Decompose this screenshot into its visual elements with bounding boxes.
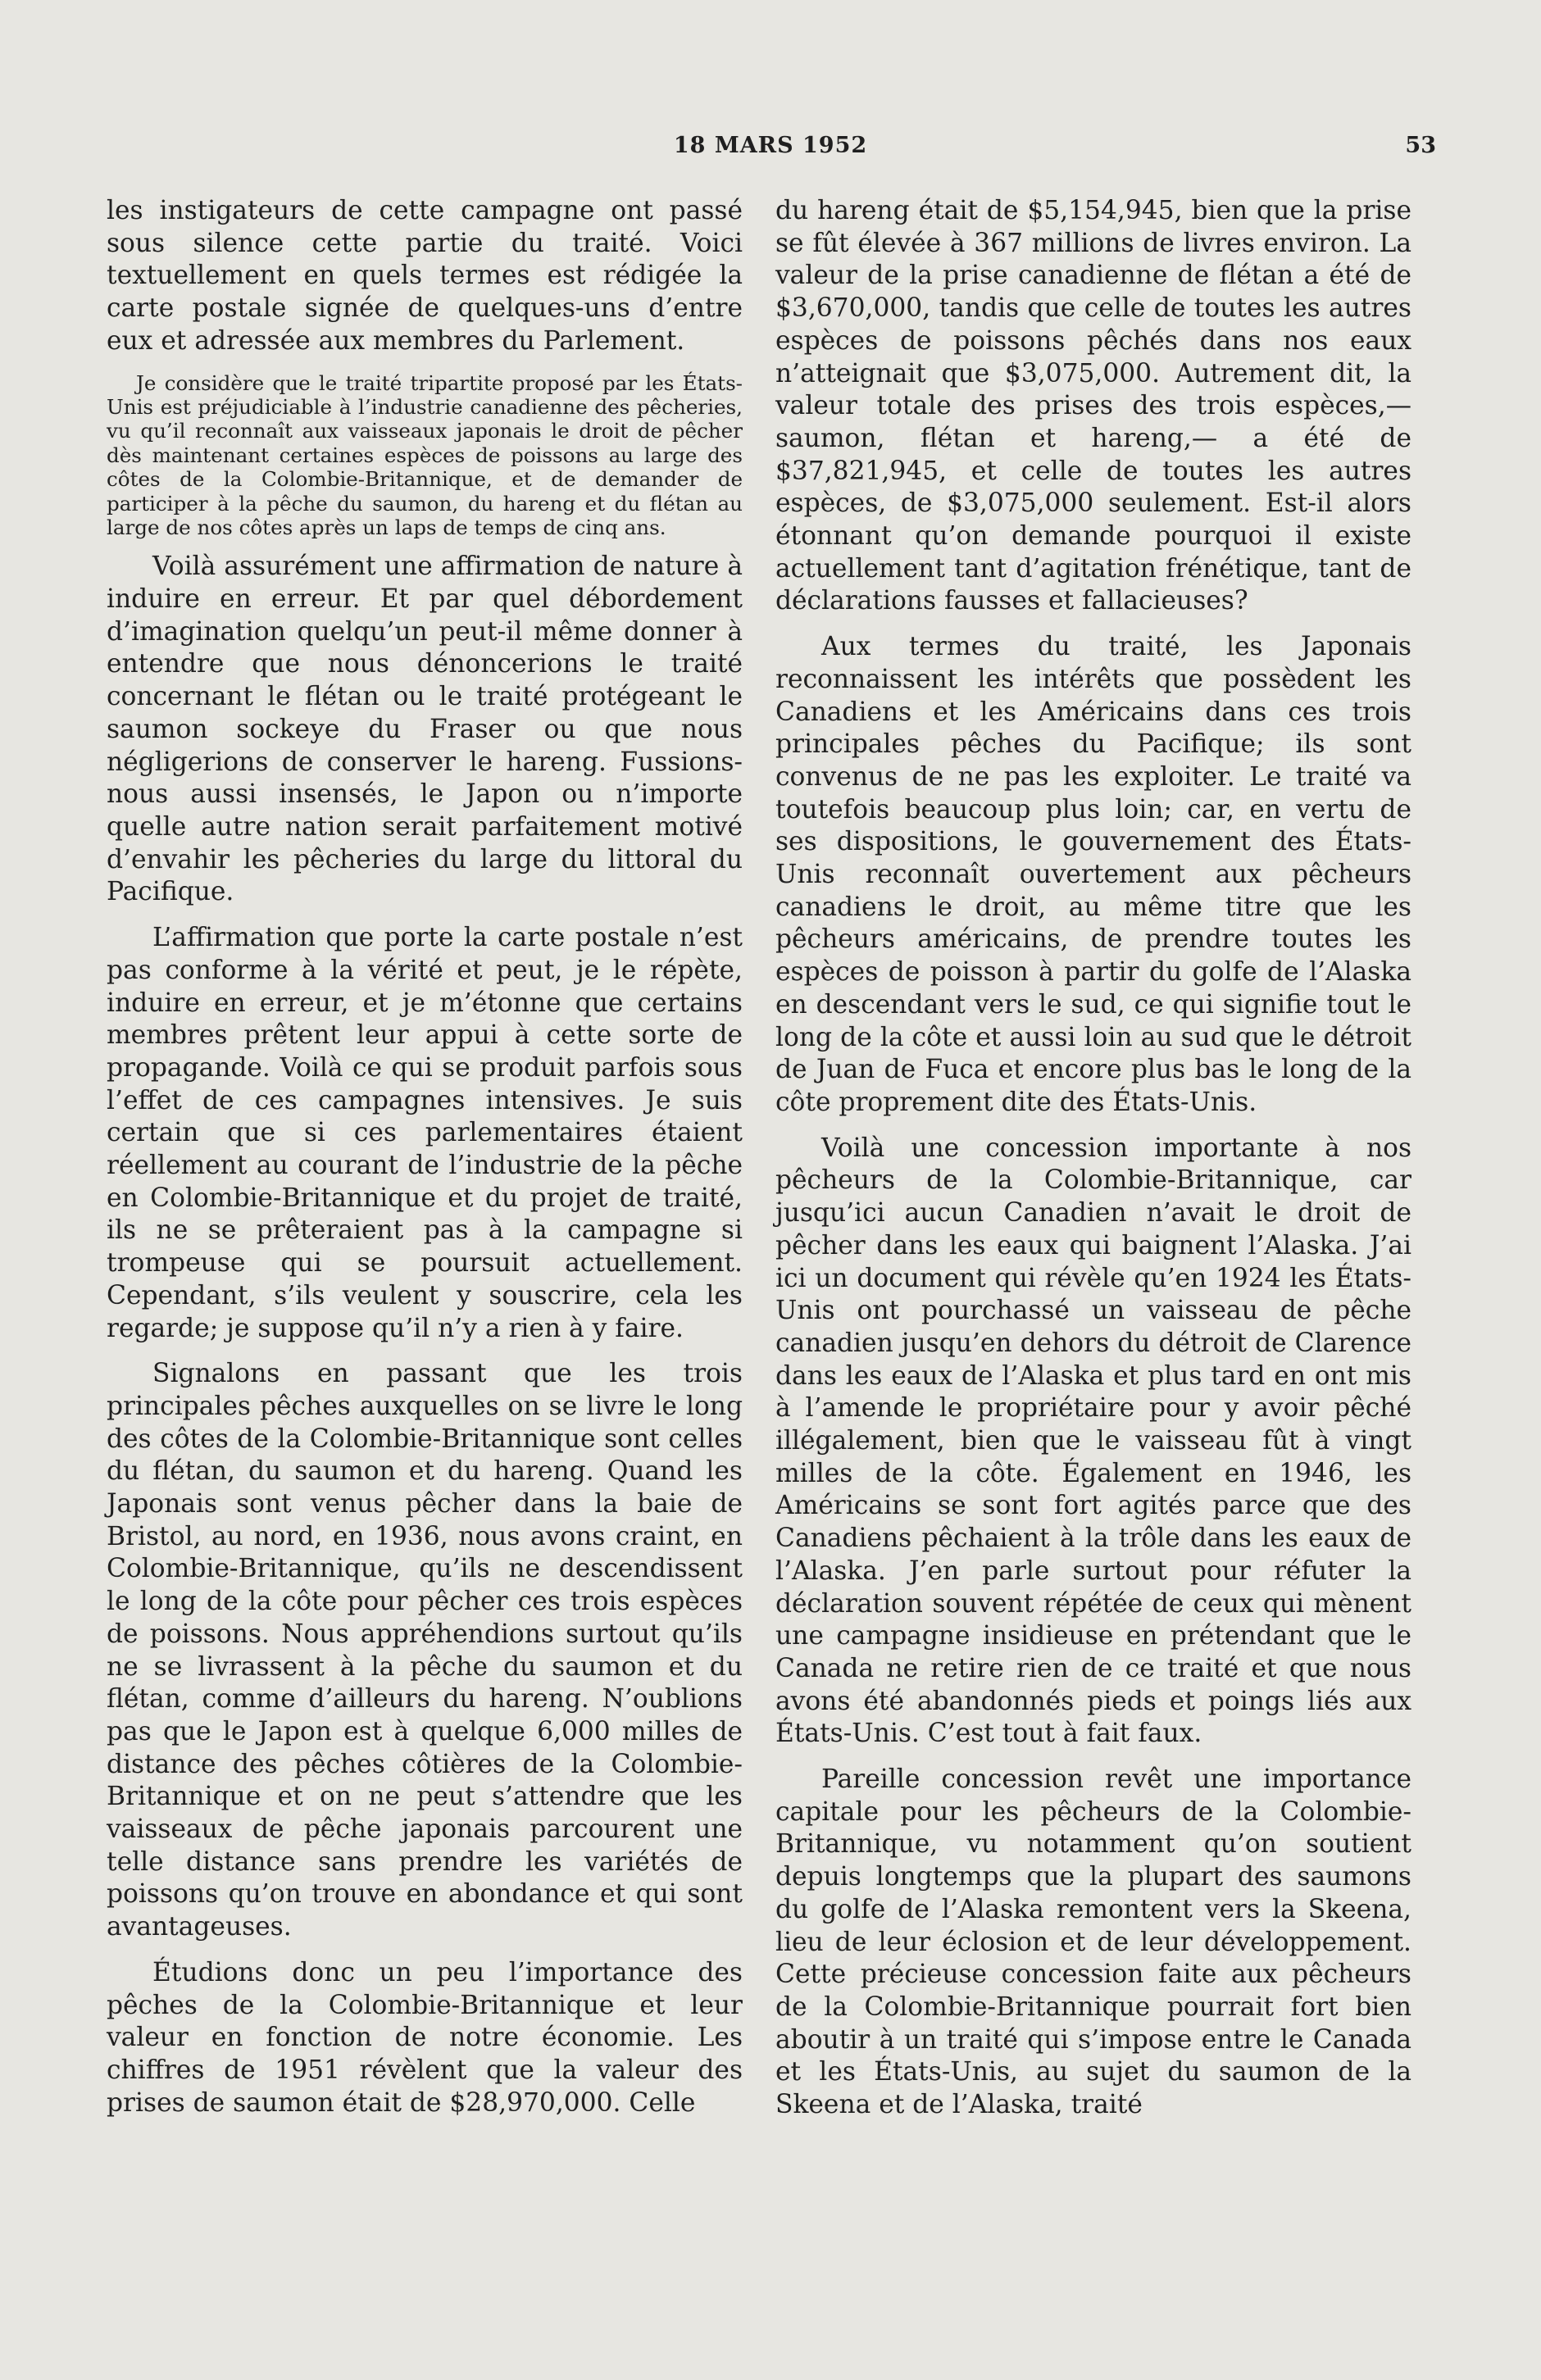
page-number: 53	[1405, 133, 1436, 158]
paragraph: Étudions donc un peu l’importance des pêches de la Colombie-Britannique et leur valeur en fonction de notre économie. Les chiffres de 1951 révèlent que la valeur des prises de saumon était de $28,970,000. Celle	[107, 1957, 743, 2118]
paragraph: Voilà une concession importante à nos pêcheurs de la Colombie-Britannique, car jusqu’ici aucun Canadien n’avait le droit de pêcher dans les eaux qui baignent l’Alaska. J’ai ici un document qui révèle qu’en 1924 les États-Unis ont pourchassé un vaisseau de pêche canadien jusqu’en dehors du détroit de Clarence dans les eaux de l’Alaska et plus tard en ont mis à l’amende le propriétaire pour y avoir pêché illégalement, bien que le vaisseau fût à vingt milles de la côte. Également en 1946, les Américains se sont fort agités parce que des Canadiens pêchaient à la trôle dans les eaux de l’Alaska. J’en parle surtout pour réfuter la déclaration souvent répétée de ceux qui mènent une campagne insidieuse en prétendant que le Canada ne retire rien de ce traité et que nous avons été abandonnés pieds et poings liés aux États-Unis. C’est tout à fait faux.	[775, 1133, 1411, 1749]
right-column	[775, 195, 1411, 2135]
quoted-postcard-text: Je considère que le traité tripartite proposé par les États-Unis est préjudiciable à l’industrie canadienne des pêcheries, vu qu’il reconnaît aux vaisseaux japonais le droit de pêcher dès maintenant certaines espèces de poissons au large des côtes de la Colombie-Britannique, et de demander de participer à la pêche du saumon, du hareng et du flétan au large de nos côtes après un laps de temps de cinq ans.	[107, 370, 743, 539]
page-header	[0, 133, 1541, 166]
paragraph: les instigateurs de cette campagne ont passé sous silence cette partie du traité. Voici textuellement en quels termes est rédigée la carte postale signée de quelques-uns d’entre eux et adressée aux membres du Parlement.	[107, 196, 743, 356]
paragraph: Aux termes du traité, les Japonais reconnaissent les intérêts que possèdent les Canadiens et les Américains dans ces trois principales pêches du Pacifique; ils sont convenus de ne pas les exploiter. Le traité va toutefois beaucoup plus loin; car, en vertu de ses dispositions, le gouvernement des États-Unis reconnaît ouvertement aux pêcheurs canadiens le droit, au même titre que les pêcheurs américains, de prendre toutes les espèces de poisson à partir du golfe de l’Alaska en descendant vers le sud, ce qui signifie tout le long de la côte et aussi loin au sud que le détroit de Juan de Fuca et encore plus bas le long de la côte proprement dite des États-Unis.	[775, 632, 1411, 1117]
paragraph: L’affirmation que porte la carte postale n’est pas conforme à la vérité et peut, je le répète, induire en erreur, et je m’étonne que certains membres prêtent leur appui à cette sorte de propagande. Voilà ce qui se produit parfois sous l’effet de ces campagnes intensives. Je suis certain que si ces parlementaires étaient réellement au courant de l’industrie de la pêche en Colombie-Britannique et du projet de traité, ils ne se prêteraient pas à la campagne si trompeuse qui se poursuit actuellement. Cependant, s’ils veulent y souscrire, cela les regarde; je suppose qu’il n’y a rien à y faire.	[107, 923, 743, 1343]
paragraph: Voilà assurément une affirmation de nature à induire en erreur. Et par quel débordement d’imagination quelqu’un peut-il même donner à entendre que nous dénoncerions le traité concernant le flétan ou le traité protégeant le saumon sockeye du Fraser ou que nous négligerions de conserver le hareng. Fussions-nous aussi insensés, le Japon ou n’importe quelle autre nation serait parfaitement motivé d’envahir les pêcheries du large du littoral du Pacifique.	[107, 552, 743, 907]
paragraph: Signalons en passant que les trois principales pêches auxquelles on se livre le long des côtes de la Colombie-Britannique sont celles du flétan, du saumon et du hareng. Quand les Japonais sont venus pêcher dans la baie de Bristol, au nord, en 1936, nous avons craint, en Colombie-Britannique, qu’ils ne descendissent le long de la côte pour pêcher ces trois espèces de poissons. Nous appréhendions surtout qu’ils ne se livrassent à la pêche du saumon et du flétan, comme d’ailleurs du hareng. N’oublions pas que le Japon est à quelque 6,000 milles de distance des pêches côtières de la Colombie-Britannique et on ne peut s’attendre que les vaisseaux de pêche japonais parcourent une telle distance sans prendre les variétés de poissons qu’on trouve en abondance et qui sont avantageuses.	[107, 1359, 743, 1942]
left-column	[107, 195, 743, 2132]
header-date: 18 MARS 1952	[673, 133, 868, 158]
paragraph: du hareng était de $5,154,945, bien que la prise se fût élevée à 367 millions de livres environ. La valeur de la prise canadienne de flétan a été de $3,670,000, tandis que celle de toutes les autres espèces de poissons pêchés dans nos eaux n’atteignait que $3,075,000. Autrement dit, la valeur totale des prises des trois espèces,—saumon, flétan et hareng,— a été de $37,821,945, et celle de toutes les autres espèces, de $3,075,000 seulement. Est-il alors étonnant qu’on demande pourquoi il existe actuellement tant d’agitation frénétique, tant de déclarations fausses et fallacieuses?	[775, 196, 1411, 616]
paragraph: Pareille concession revêt une importance capitale pour les pêcheurs de la Colombie-Britannique, vu notamment qu’on soutient depuis longtemps que la plupart des saumons du golfe de l’Alaska remontent vers la Skeena, lieu de leur éclosion et de leur développement. Cette précieuse concession faite aux pêcheurs de la Colombie-Britannique pourrait fort bien aboutir à un traité qui s’impose entre le Canada et les États-Unis, au sujet du saumon de la Skeena et de l’Alaska, traité	[775, 1765, 1411, 2120]
